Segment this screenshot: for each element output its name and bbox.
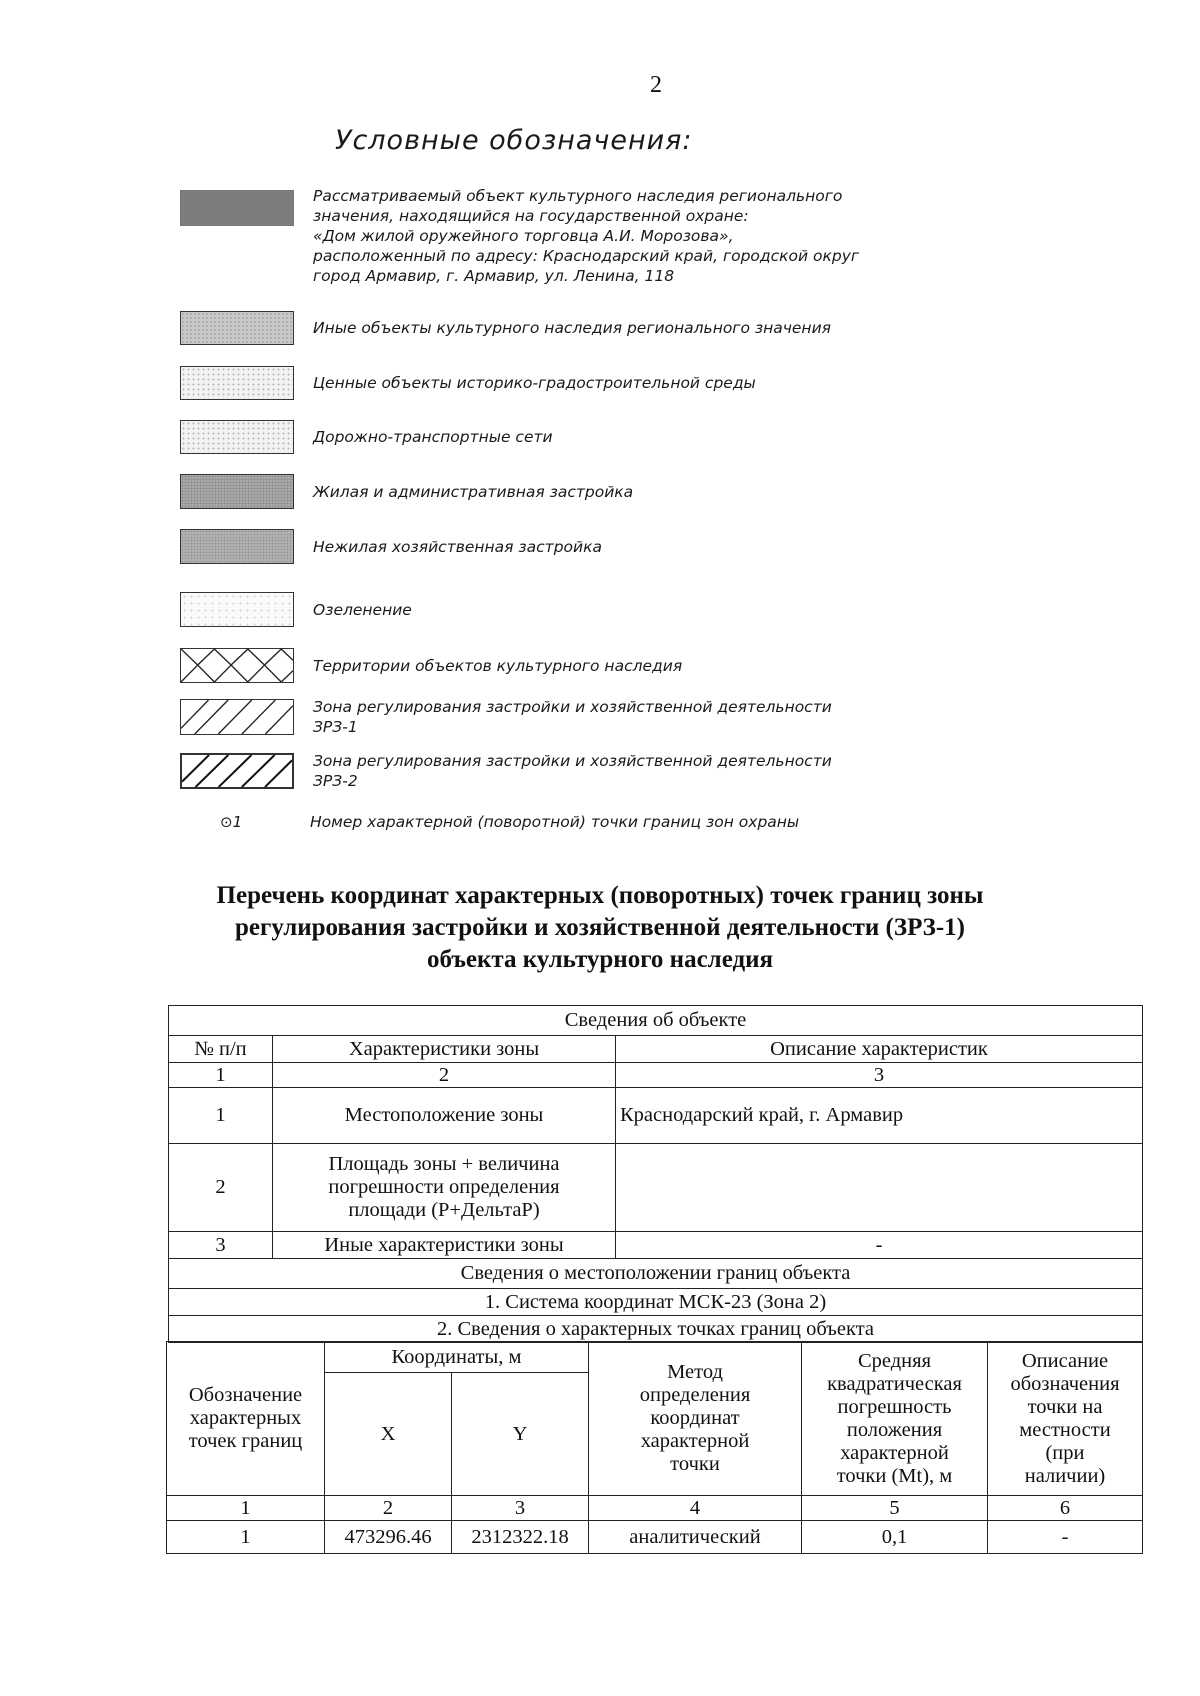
table-row: 3 Иные характеристики зоны -	[169, 1232, 1143, 1259]
header-y: Y	[452, 1373, 589, 1496]
header-method: Метод определения координат характерной точки	[589, 1342, 802, 1496]
legend-swatch-cross-hatch	[180, 648, 294, 683]
table-row: 2 Площадь зоны + величина погрешности определения площади (Р+ДельтаР)	[169, 1144, 1143, 1232]
legend-swatch-diagonal-hatch-dense	[180, 753, 294, 789]
legend-text: Иные объекты культурного наследия регионального значения	[313, 319, 831, 337]
points-table	[166, 1341, 1143, 1554]
legend-text: Номер характерной (поворотной) точки границ зон охраны	[310, 813, 800, 831]
legend-text: Зона регулирования застройки и хозяйственной деятельности ЗРЗ-2	[313, 752, 832, 790]
table-row: 2. Сведения о характерных точках границ объекта	[169, 1316, 1143, 1343]
table-row: Сведения о местоположении границ объекта	[169, 1259, 1143, 1289]
legend-swatch-sparse-dots	[180, 366, 294, 400]
header-designation: Обозначение характерных точек границ	[167, 1342, 325, 1496]
table-row: 1 2 3 4 5 6	[167, 1496, 1143, 1521]
object-info-table	[168, 1005, 1143, 1343]
legend-text: Ценные объекты историко-градостроительной среды	[313, 374, 756, 392]
header-x: X	[325, 1373, 452, 1496]
legend-swatch-sparse-dots	[180, 420, 294, 454]
legend-title: Условные обозначения:	[335, 125, 693, 156]
diagonal-hatch-pattern	[181, 700, 293, 734]
table-row	[167, 1342, 1143, 1373]
legend-text: Рассматриваемый объект культурного наследия регионального значения, находящийся на государственной охране: «Дом жилой оружейного торговца А.И. Морозова», расположенный по адресу: Краснодарский край, городской округ город Армавир, г. Армавир, ул. Ленина, 118	[313, 187, 860, 285]
legend-text: Жилая и административная застройка	[313, 483, 634, 501]
table-row: 1. Система координат МСК-23 (Зона 2)	[169, 1289, 1143, 1316]
header-point-description: Описание обозначения точки на местности (при наличии)	[988, 1342, 1143, 1496]
legend-text: Нежилая хозяйственная застройка	[313, 538, 602, 556]
legend-swatch-medium-dots	[180, 474, 294, 509]
table-row: 1 Местоположение зоны Краснодарский край, г. Армавир	[169, 1088, 1143, 1144]
table-row	[169, 1006, 1143, 1036]
legend-text: Озеленение	[313, 601, 412, 619]
header-error: Средняя квадратическая погрешность положения характерной точки (Mt), м	[802, 1342, 988, 1496]
legend-swatch-dark	[180, 190, 294, 226]
legend-text: Территории объектов культурного наследия	[313, 657, 683, 675]
table-row: 1 2 3	[169, 1063, 1143, 1088]
legend-text: Дорожно-транспортные сети	[313, 428, 553, 446]
legend-text: Зона регулирования застройки и хозяйственной деятельности ЗРЗ-1	[313, 698, 832, 736]
header-coordinates: Координаты, м	[325, 1342, 589, 1373]
diagonal-hatch-pattern	[182, 755, 292, 787]
legend-swatch-diagonal-hatch	[180, 699, 294, 735]
point-marker-icon: ⊙1	[220, 813, 243, 831]
page-number: 2	[650, 72, 662, 98]
document-heading: Перечень координат характерных (поворотных) точек границ зоны регулирования застройки и хозяйственной деятельности (ЗРЗ-1) объекта культурного наследия	[216, 882, 984, 973]
table-row: 1 473296.46 2312322.18 аналитический 0,1 -	[167, 1521, 1143, 1554]
cross-hatch-pattern	[181, 649, 293, 682]
header-description: Описание характеристик	[616, 1036, 1143, 1063]
legend-swatch-medium-dots	[180, 529, 294, 564]
table-row	[169, 1036, 1143, 1063]
legend-swatch-greenery	[180, 592, 294, 627]
legend-swatch-light	[180, 311, 294, 345]
header-characteristics: Характеристики зоны	[273, 1036, 616, 1063]
object-info-title: Сведения об объекте	[169, 1006, 1143, 1036]
header-num: № п/п	[169, 1036, 273, 1063]
